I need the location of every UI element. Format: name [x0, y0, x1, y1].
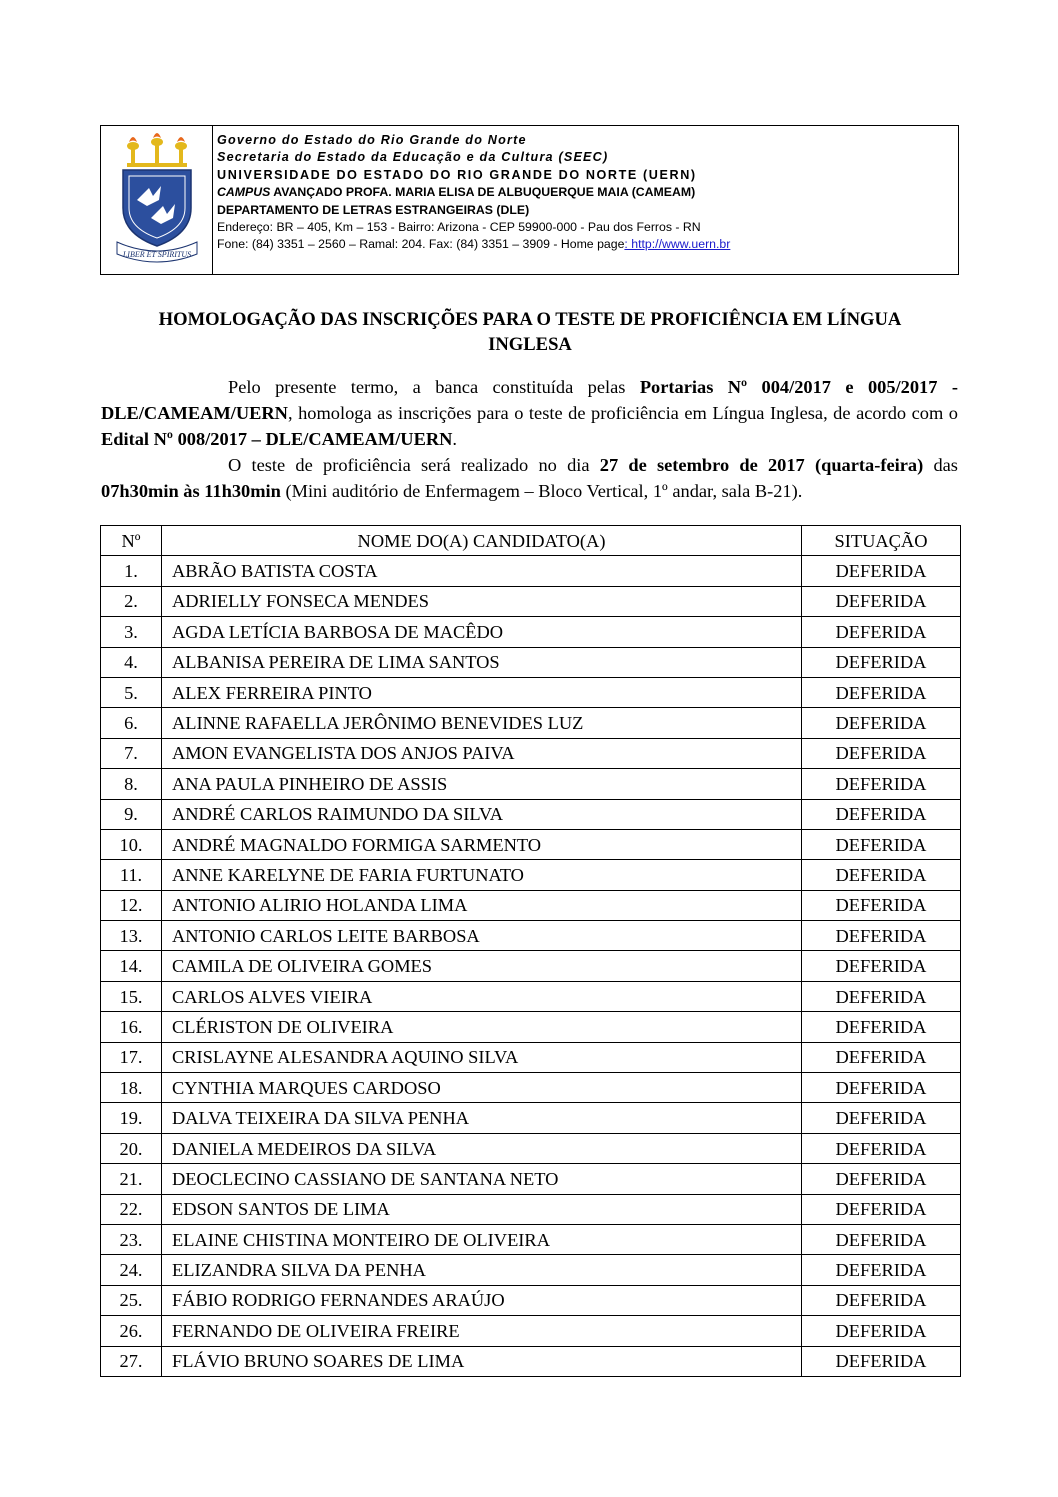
table-row — [101, 860, 961, 890]
candidate-name: ADRIELLY FONSECA MENDES — [162, 586, 802, 616]
campus-word: CAMPUS — [217, 185, 271, 200]
row-status: DEFERIDA — [802, 1073, 961, 1103]
table-row — [101, 1012, 961, 1042]
candidate-name: ANTONIO ALIRIO HOLANDA LIMA — [162, 890, 802, 920]
p1-edital: Edital Nº 008/2017 – DLE/CAMEAM/UERN — [101, 429, 453, 449]
table-row — [101, 1133, 961, 1163]
row-number: 10. — [101, 829, 162, 859]
title-line-1: HOMOLOGAÇÃO DAS INSCRIÇÕES PARA O TESTE DE PROFICIÊNCIA EM LÍNGUA — [158, 309, 902, 330]
letterhead-text — [217, 132, 947, 254]
p1-portarias: Portarias Nº 004/2017 e 005/2017 - DLE/CAMEAM/UERN — [101, 377, 958, 423]
row-status: DEFERIDA — [802, 1194, 961, 1224]
row-number: 12. — [101, 890, 162, 920]
homologation-paragraph — [101, 374, 958, 452]
row-status: DEFERIDA — [802, 738, 961, 768]
logo-cell — [101, 126, 213, 274]
p2-date: 27 de setembro de 2017 (quarta-feira) — [599, 455, 924, 475]
row-status: DEFERIDA — [802, 799, 961, 829]
p2-text-2: das — [923, 455, 958, 475]
address-line: Endereço: BR – 405, Km – 153 - Bairro: Arizona - CEP 59900-000 - Pau dos Ferros - RN — [217, 220, 701, 235]
row-status: DEFERIDA — [802, 586, 961, 616]
campus-line — [217, 184, 947, 201]
government-line: Governo do Estado do Rio Grande do Norte — [217, 133, 527, 147]
p1-text-3: . — [452, 429, 458, 449]
table-row — [101, 1103, 961, 1133]
row-number: 8. — [101, 769, 162, 799]
candidate-name: CAMILA DE OLIVEIRA GOMES — [162, 951, 802, 981]
row-number: 9. — [101, 799, 162, 829]
p1-text-1: Pelo presente termo, a banca constituída pelas — [228, 377, 640, 397]
candidate-name: AMON EVANGELISTA DOS ANJOS PAIVA — [162, 738, 802, 768]
table-row — [101, 617, 961, 647]
row-status: DEFERIDA — [802, 556, 961, 586]
row-number: 1. — [101, 556, 162, 586]
row-number: 14. — [101, 951, 162, 981]
candidate-name: AGDA LETÍCIA BARBOSA DE MACÊDO — [162, 617, 802, 647]
p2-time: 07h30min às 11h30min — [101, 481, 281, 501]
candidate-name: ANNE KARELYNE DE FARIA FURTUNATO — [162, 860, 802, 890]
table-row — [101, 1194, 961, 1224]
row-status: DEFERIDA — [802, 677, 961, 707]
row-status: DEFERIDA — [802, 1316, 961, 1346]
document-title — [95, 307, 965, 357]
row-status: DEFERIDA — [802, 921, 961, 951]
candidate-name: ALEX FERREIRA PINTO — [162, 677, 802, 707]
candidate-name: ELIZANDRA SILVA DA PENHA — [162, 1255, 802, 1285]
row-status: DEFERIDA — [802, 647, 961, 677]
row-number: 7. — [101, 738, 162, 768]
table-row — [101, 799, 961, 829]
homepage-link[interactable]: : http://www.uern.br — [624, 237, 731, 252]
torches-icon — [127, 133, 187, 167]
candidate-name: ANA PAULA PINHEIRO DE ASSIS — [162, 769, 802, 799]
candidate-name: ABRÃO BATISTA COSTA — [162, 556, 802, 586]
row-number: 21. — [101, 1164, 162, 1194]
table-row — [101, 1316, 961, 1346]
letterhead — [100, 125, 959, 275]
table-row — [101, 1346, 961, 1376]
row-number: 17. — [101, 1042, 162, 1072]
candidate-name: DEOCLECINO CASSIANO DE SANTANA NETO — [162, 1164, 802, 1194]
row-status: DEFERIDA — [802, 617, 961, 647]
row-status: DEFERIDA — [802, 1012, 961, 1042]
row-number: 6. — [101, 708, 162, 738]
row-number: 27. — [101, 1346, 162, 1376]
table-row — [101, 708, 961, 738]
row-number: 15. — [101, 981, 162, 1011]
header-status: SITUAÇÃO — [802, 526, 961, 556]
candidate-name: CYNTHIA MARQUES CARDOSO — [162, 1073, 802, 1103]
table-header-row — [101, 526, 961, 556]
row-status: DEFERIDA — [802, 860, 961, 890]
row-status: DEFERIDA — [802, 769, 961, 799]
candidate-name: ANTONIO CARLOS LEITE BARBOSA — [162, 921, 802, 951]
row-status: DEFERIDA — [802, 1103, 961, 1133]
row-number: 19. — [101, 1103, 162, 1133]
candidate-name: CRISLAYNE ALESANDRA AQUINO SILVA — [162, 1042, 802, 1072]
p2-text-3: (Mini auditório de Enfermagem – Bloco Vertical, 1º andar, sala B-21). — [280, 481, 803, 501]
row-status: DEFERIDA — [802, 1133, 961, 1163]
table-row — [101, 677, 961, 707]
candidate-name: EDSON SANTOS DE LIMA — [162, 1194, 802, 1224]
table-row — [101, 738, 961, 768]
row-status: DEFERIDA — [802, 708, 961, 738]
department-line: DEPARTAMENTO DE LETRAS ESTRANGEIRAS (DLE) — [217, 202, 530, 217]
row-status: DEFERIDA — [802, 1224, 961, 1254]
candidate-name: ALBANISA PEREIRA DE LIMA SANTOS — [162, 647, 802, 677]
table-row — [101, 1042, 961, 1072]
p2-text-1: O teste de proficiência será realizado no dia — [228, 455, 600, 475]
row-number: 26. — [101, 1316, 162, 1346]
candidate-name: CARLOS ALVES VIEIRA — [162, 981, 802, 1011]
candidate-name: CLÉRISTON DE OLIVEIRA — [162, 1012, 802, 1042]
row-number: 18. — [101, 1073, 162, 1103]
phone-line — [217, 236, 947, 253]
row-number: 20. — [101, 1133, 162, 1163]
campus-name: AVANÇADO PROFA. MARIA ELISA DE ALBUQUERQUE MAIA (CAMEAM) — [270, 185, 696, 200]
row-number: 13. — [101, 921, 162, 951]
test-schedule-paragraph — [101, 452, 958, 504]
row-number: 24. — [101, 1255, 162, 1285]
row-number: 5. — [101, 677, 162, 707]
row-number: 16. — [101, 1012, 162, 1042]
header-name: NOME DO(A) CANDIDATO(A) — [162, 526, 802, 556]
row-status: DEFERIDA — [802, 829, 961, 859]
candidate-name: ALINNE RAFAELLA JERÔNIMO BENEVIDES LUZ — [162, 708, 802, 738]
row-number: 23. — [101, 1224, 162, 1254]
uern-crest-icon — [115, 130, 199, 270]
university-line: UNIVERSIDADE DO ESTADO DO RIO GRANDE DO NORTE (UERN) — [217, 167, 697, 182]
table-row — [101, 829, 961, 859]
row-status: DEFERIDA — [802, 1042, 961, 1072]
shield-icon — [123, 170, 191, 246]
table-row — [101, 1224, 961, 1254]
table-body — [101, 556, 961, 1377]
table-row — [101, 1073, 961, 1103]
table-row — [101, 981, 961, 1011]
row-status: DEFERIDA — [802, 1164, 961, 1194]
table-row — [101, 1285, 961, 1315]
row-number: 11. — [101, 860, 162, 890]
table-row — [101, 647, 961, 677]
table-row — [101, 769, 961, 799]
table-row — [101, 921, 961, 951]
candidate-name: FÁBIO RODRIGO FERNANDES ARAÚJO — [162, 1285, 802, 1315]
row-number: 25. — [101, 1285, 162, 1315]
logo-motto: LIBER ET SPIRITUS — [122, 250, 192, 259]
phone-text: Fone: (84) 3351 – 2560 – Ramal: 204. Fax: (84) 3351 – 3909 - Home page — [217, 237, 625, 252]
row-status: DEFERIDA — [802, 1285, 961, 1315]
row-number: 3. — [101, 617, 162, 647]
candidate-name: ANDRÉ CARLOS RAIMUNDO DA SILVA — [162, 799, 802, 829]
row-number: 2. — [101, 586, 162, 616]
row-status: DEFERIDA — [802, 1255, 961, 1285]
table-row — [101, 1255, 961, 1285]
table-row — [101, 586, 961, 616]
title-line-2: INGLESA — [488, 334, 572, 355]
table-row — [101, 890, 961, 920]
table-row — [101, 951, 961, 981]
candidate-name: FERNANDO DE OLIVEIRA FREIRE — [162, 1316, 802, 1346]
row-status: DEFERIDA — [802, 981, 961, 1011]
p1-text-2: , homologa as inscrições para o teste de proficiência em Língua Inglesa, de acordo com o — [287, 403, 958, 423]
candidates-table — [100, 525, 961, 1377]
candidate-name: DANIELA MEDEIROS DA SILVA — [162, 1133, 802, 1163]
candidate-name: ELAINE CHISTINA MONTEIRO DE OLIVEIRA — [162, 1224, 802, 1254]
candidate-name: ANDRÉ MAGNALDO FORMIGA SARMENTO — [162, 829, 802, 859]
row-status: DEFERIDA — [802, 951, 961, 981]
row-status: DEFERIDA — [802, 1346, 961, 1376]
header-number: Nº — [101, 526, 162, 556]
candidate-name: FLÁVIO BRUNO SOARES DE LIMA — [162, 1346, 802, 1376]
candidate-name: DALVA TEIXEIRA DA SILVA PENHA — [162, 1103, 802, 1133]
secretariat-line: Secretaria do Estado da Educação e da Cultura (SEEC) — [217, 150, 609, 165]
row-number: 4. — [101, 647, 162, 677]
table-row — [101, 556, 961, 586]
row-number: 22. — [101, 1194, 162, 1224]
row-status: DEFERIDA — [802, 890, 961, 920]
table-row — [101, 1164, 961, 1194]
